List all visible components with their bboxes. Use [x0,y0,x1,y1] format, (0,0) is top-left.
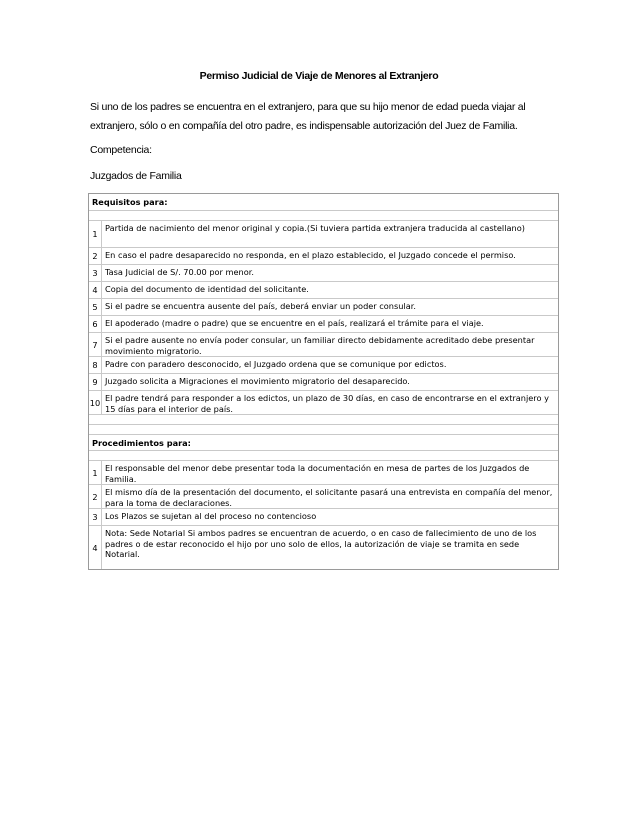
row-number: 4 [89,282,102,298]
table-row [89,298,558,315]
table-row [89,484,558,508]
row-number: 7 [89,333,102,356]
row-text: El mismo día de la presentación del documento, el solicitante pasará una entrevista en compañía del menor, para la toma de declaraciones. [105,487,553,508]
row-text: Nota: Sede Notarial Si ambos padres se encuentran de acuerdo, o en caso de fallecimiento de uno de los padres o de estar reconocido el hijo por uno solo de ellos, la autorización de viaje se tramita en sede Notarial. [105,528,537,559]
row-number: 5 [89,299,102,315]
table-row [89,247,558,264]
table-row [89,373,558,390]
requirements-table [88,193,559,570]
row-text: Si el padre se encuentra ausente del país, deberá enviar un poder consular. [105,301,416,311]
table-row [89,220,558,247]
row-number: 3 [89,265,102,281]
table-row [89,264,558,281]
row-text: En caso el padre desaparecido no responda, en el plazo establecido, el Juzgado concede el permiso. [105,250,516,260]
row-number: 9 [89,374,102,390]
row-text: Padre con paradero desconocido, el Juzgado ordena que se comunique por edictos. [105,359,447,369]
row-text: Tasa Judicial de S/. 70.00 por menor. [105,267,254,277]
blank-row [89,414,558,424]
row-number: 2 [89,248,102,264]
row-number: 3 [89,509,102,525]
blank-row [89,424,558,434]
table-row [89,281,558,298]
row-number: 1 [89,221,102,247]
row-text: Copia del documento de identidad del solicitante. [105,284,309,294]
row-text: El apoderado (madre o padre) que se encuentre en el país, realizará el trámite para el viaje. [105,318,484,328]
row-text: Si el padre ausente no envía poder consular, un familiar directo debidamente acreditado debe presentar movimiento migratorio. [105,335,535,356]
row-text: Los Plazos se sujetan al del proceso no contencioso [105,511,317,521]
table-row [89,508,558,525]
table-row [89,525,558,569]
competencia-label: Competencia: [90,144,152,156]
row-text: El responsable del menor debe presentar toda la documentación en mesa de partes de los Juzgados de Familia. [105,463,530,484]
intro-paragraph: Si uno de los padres se encuentra en el extranjero, para que su hijo menor de edad pueda viajar al extranjero, sólo o en compañía del otro padre, es indispensable autorización del Juez de Familia. [90,101,526,132]
row-text: El padre tendrá para responder a los edictos, un plazo de 30 días, en caso de encontrarse en el extranjero y 15 días para el interior de país. [105,393,549,414]
requisitos-header: Requisitos para: [92,197,168,207]
table-row [89,332,558,356]
row-text: Partida de nacimiento del menor original y copia.(Si tuviera partida extranjera traducida al castellano) [105,223,525,233]
competencia-value: Juzgados de Familia [90,170,182,182]
row-number: 2 [89,485,102,508]
blank-row [89,210,558,220]
table-row [89,356,558,373]
document-title: Permiso Judicial de Viaje de Menores al Extranjero [199,70,439,82]
procedimientos-header: Procedimientos para: [89,434,558,450]
row-number: 6 [89,316,102,332]
row-number: 4 [89,526,102,569]
row-number: 8 [89,357,102,373]
blank-row [89,450,558,460]
row-text: Juzgado solicita a Migraciones el movimiento migratorio del desaparecido. [105,376,410,386]
table-row [89,460,558,484]
row-number: 1 [89,461,102,484]
table-row [89,390,558,414]
table-row [89,315,558,332]
row-number: 10 [89,391,102,414]
